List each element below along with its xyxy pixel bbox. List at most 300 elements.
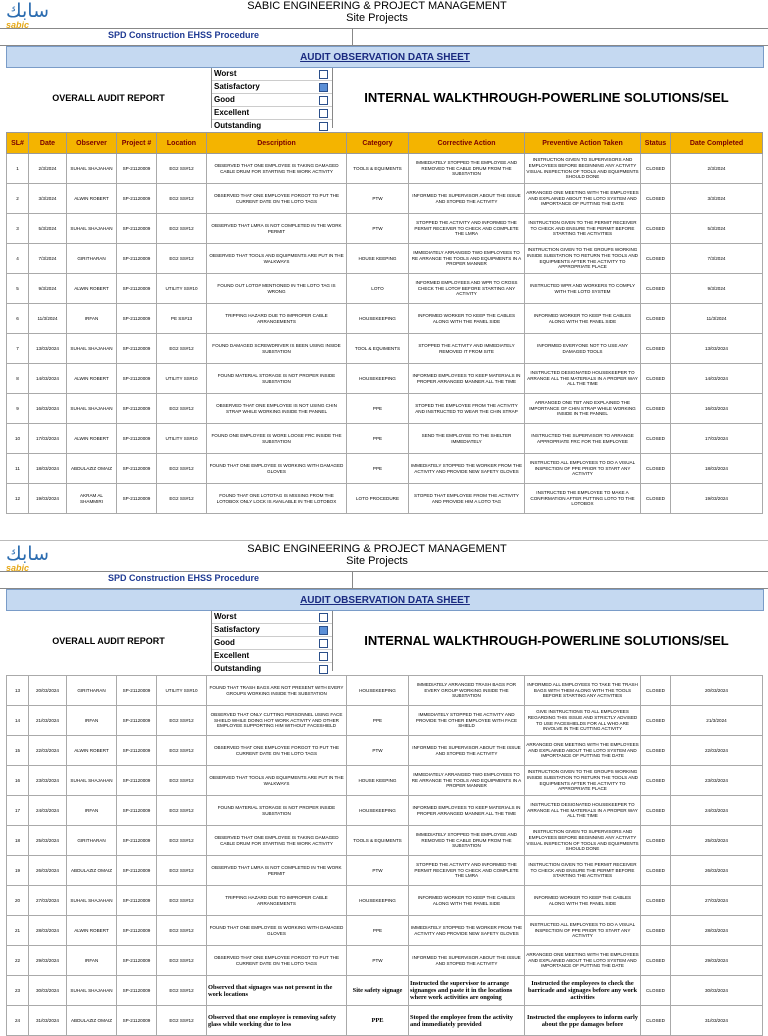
table-cell-corrective-action: INFORMED THE SUPERVISOR ABOUT THE ISSUE AND STOPED THE ACTIVITY <box>409 736 525 766</box>
table-cell-observer: SUHAIL SHAJAHAN <box>67 154 117 184</box>
table-cell-date: 23/03/2024 <box>29 766 67 796</box>
table-cell-corrective-action: INFORMED THE SUPERVISOR ABOUT THE ISSUE AND STOPED THE ACTIVITY <box>409 946 525 976</box>
table-cell-category: LOTO <box>347 274 409 304</box>
table-cell-project: SP-21120009 <box>117 484 157 514</box>
table-cell-preventive-action-taken: ARRANGED ONE MEETING WITH THE EMPLOYEES AND EXPLAINED ABOUT THE LOTO SYSTEM AND IMPORTANCE OF PUTTING THE DATE <box>525 184 641 214</box>
table-cell-description: OBSERVED THAT ONE EMPLOYEE IS TAKING DAMAGED CABLE DRUM FOR STARTING THE WORK ACTIVITY <box>207 826 347 856</box>
logo-arabic: سابك <box>6 543 50 565</box>
rating-list <box>211 68 333 128</box>
company-heading <box>200 0 554 24</box>
table-cell-category: TOOLS & EQUIMENTS <box>347 154 409 184</box>
table-cell-project: SP-21120009 <box>117 766 157 796</box>
page-separator <box>0 540 768 541</box>
table-cell-location: EG2 SS#12 <box>157 484 207 514</box>
table-cell-status: CLOSED <box>641 334 671 364</box>
procedure-row <box>0 571 768 589</box>
table-row <box>7 676 763 706</box>
table-cell-preventive-action-taken: INFORMED ALL EMPLOYEES TO TAKE THE TRASH BAGS WITH THEM ALONG WITH THE TOOLS BEFORE STARTING ANY ACTIVITIES <box>525 676 641 706</box>
table-cell-preventive-action-taken: INSTRUCTED WPR AND WORKERS TO COMPLY WITH THE LOTO SYSTEM <box>525 274 641 304</box>
table-cell-sl: 8 <box>7 364 29 394</box>
table-cell-description: FOUND MATERIAL STORAGE IS NOT PROPER INSIDE SUBSTATION <box>207 364 347 394</box>
table-header-row <box>7 133 763 154</box>
table-row <box>7 244 763 274</box>
rating-checkbox[interactable] <box>319 639 328 648</box>
sabic-logo <box>6 545 56 573</box>
table-cell-date-completed: 28/03/2024 <box>671 916 763 946</box>
table-cell-date-completed: 30/03/2024 <box>671 976 763 1006</box>
table-cell-location: PE SS#13 <box>157 304 207 334</box>
table-cell-project: SP-21120009 <box>117 304 157 334</box>
table-cell-preventive-action-taken: INSTRUCTED DESIGNATED HOUSEKEEPER TO ARRANGE ALL THE MATERIALS IN A PROPER WAY ALL THE TIME <box>525 796 641 826</box>
table-cell-observer: SUHAIL SHAJAHAN <box>67 766 117 796</box>
sheet-header <box>0 0 768 46</box>
table-cell-location: EG2 SS#12 <box>157 766 207 796</box>
table-cell-location: EG2 SS#12 <box>157 244 207 274</box>
table-cell-preventive-action-taken: INSTRUCTED ALL EMPLOYEES TO DO A VISUAL INSPECTION OF PPE PRIOR TO START ANY ACTIVITY <box>525 916 641 946</box>
rating-checkbox[interactable] <box>319 83 328 92</box>
column-header: Location <box>157 133 207 154</box>
sheet-title-bar <box>6 46 764 68</box>
table-cell-corrective-action: INFORMED EMPLOYEES AND WPR TO CROSS CHECK THE LOTO# BEFORE STARTING ANY ACTIVITY <box>409 274 525 304</box>
table-cell-status: CLOSED <box>641 214 671 244</box>
table-cell-observer: ALWIN ROBERT <box>67 274 117 304</box>
table-cell-observer: IRFAN <box>67 796 117 826</box>
column-header: Status <box>641 133 671 154</box>
table-cell-observer: IRFAN <box>67 706 117 736</box>
table-cell-status: CLOSED <box>641 484 671 514</box>
rating-label: Worst <box>214 612 237 621</box>
table-cell-sl: 11 <box>7 454 29 484</box>
column-header: Project # <box>117 133 157 154</box>
table-cell-date: 22/03/2024 <box>29 736 67 766</box>
table-cell-date-completed: 24/03/2024 <box>671 796 763 826</box>
table-cell-status: CLOSED <box>641 826 671 856</box>
table-cell-status: CLOSED <box>641 274 671 304</box>
company-name: SABIC ENGINEERING & PROJECT MANAGEMENT <box>247 0 507 12</box>
rating-checkbox[interactable] <box>319 652 328 661</box>
table-cell-location: EG2 SS#12 <box>157 916 207 946</box>
table-cell-corrective-action: Stoped the employee from the activity and immediately provided <box>409 1006 525 1036</box>
table-cell-project: SP-21120009 <box>117 364 157 394</box>
overall-audit-report-label: OVERALL AUDIT REPORT <box>52 636 165 646</box>
table-cell-category: PPE <box>347 424 409 454</box>
rating-list <box>211 611 333 671</box>
audit-report-block <box>6 68 762 128</box>
overall-audit-report-label: OVERALL AUDIT REPORT <box>52 93 165 103</box>
table-row <box>7 826 763 856</box>
table-row <box>7 184 763 214</box>
table-cell-preventive-action-taken: INSTRUCTION GIVEN TO THE PERMIT RECEIVER TO CHECK AND ENSURE THE PERMIT BEFORE STARTING THE ACTIVITIES <box>525 856 641 886</box>
table-cell-date-completed: 19/03/2024 <box>671 484 763 514</box>
table-cell-date-completed: 17/03/2024 <box>671 424 763 454</box>
logo-latin: sabic <box>6 563 30 573</box>
table-cell-project: SP-21120009 <box>117 394 157 424</box>
rating-good <box>212 94 332 107</box>
table-cell-preventive-action-taken: INSTRUCTED THE SUPERVISOR TO ARRANGE APPROPRIATE FRC FOR THE EMPLOYEE <box>525 424 641 454</box>
table-cell-project: SP-21120009 <box>117 676 157 706</box>
table-cell-category: PPE <box>347 706 409 736</box>
table-cell-project: SP-21120009 <box>117 826 157 856</box>
table-cell-observer: ALWIN ROBERT <box>67 736 117 766</box>
procedure-row <box>0 28 768 46</box>
table-cell-description: OBSERVED THAT ONLY CUTTING PERSONNEL USING FACE SHIELD WHILE DOING HOT WORK ACTIVITY AND OTHER EMPLOYEE SUPPORTING HIM WITHOUT FACESHIELD <box>207 706 347 736</box>
table-cell-preventive-action-taken: INSTRUCTION GIVEN TO THE GROUPS WORKING INSIDE SUBSTATION TO RETURN THE TOOLS AND EQUIPMENTS AFTER THE ACTIVITY TO APPROPRIATE PLACE <box>525 766 641 796</box>
table-cell-corrective-action: STOPED THE EMPLOYEE FROM THE ACTIVITY AND INSTRUCTED TO WEAR THE CHIN STRAP <box>409 394 525 424</box>
table-row <box>7 946 763 976</box>
table-cell-project: SP-21120009 <box>117 184 157 214</box>
table-cell-date-completed: 5/3/2024 <box>671 214 763 244</box>
table-cell-date-completed: 25/03/2024 <box>671 826 763 856</box>
table-cell-sl: 22 <box>7 946 29 976</box>
table-cell-observer: ALWIN ROBERT <box>67 364 117 394</box>
rating-satisfactory <box>212 81 332 94</box>
table-row <box>7 856 763 886</box>
table-cell-project: SP-21120009 <box>117 886 157 916</box>
site-name: Site Projects <box>346 555 408 567</box>
table-cell-status: CLOSED <box>641 916 671 946</box>
table-cell-observer: ALWIN ROBERT <box>67 184 117 214</box>
table-cell-preventive-action-taken: Instructed the employees to check the barricade and signages before any work activities <box>525 976 641 1006</box>
table-cell-location: EG2 SS#12 <box>157 184 207 214</box>
company-name: SABIC ENGINEERING & PROJECT MANAGEMENT <box>247 543 507 555</box>
table-cell-location: EG2 SS#12 <box>157 826 207 856</box>
table-cell-date: 31/03/2024 <box>29 1006 67 1036</box>
table-cell-status: CLOSED <box>641 154 671 184</box>
table-row <box>7 736 763 766</box>
rating-checkbox[interactable] <box>319 96 328 105</box>
table-cell-date: 2/3/2024 <box>29 154 67 184</box>
table-cell-date-completed: 9/3/2024 <box>671 274 763 304</box>
column-header: Preventive Action Taken <box>525 133 641 154</box>
table-cell-location: EG2 SS#12 <box>157 394 207 424</box>
table-cell-corrective-action: IMMEDIATELY STOPPED THE ACTIVITY AND PROVIDE THE OTHER EMPLOYEE WITH FACE SHIELD <box>409 706 525 736</box>
table-cell-status: CLOSED <box>641 886 671 916</box>
table-cell-status: CLOSED <box>641 424 671 454</box>
table-cell-corrective-action: STOPPED THE ACTIVITY AND INFORMED THE PERMIT RECEIVER TO CHECK AND COMPLETE THE LMRA <box>409 214 525 244</box>
table-cell-preventive-action-taken: Instructed the employees to inform early about the ppe damages before <box>525 1006 641 1036</box>
table-cell-sl: 23 <box>7 976 29 1006</box>
table-cell-corrective-action: IMMEDIATELY STOPPED THE EMPLOYEE AND REMOVED THE CABLE DRUM FROM THE SUBSTATION <box>409 154 525 184</box>
table-cell-sl: 4 <box>7 244 29 274</box>
table-cell-sl: 2 <box>7 184 29 214</box>
table-cell-project: SP-21120009 <box>117 1006 157 1036</box>
table-cell-location: EG2 SS#12 <box>157 706 207 736</box>
table-row <box>7 1006 763 1036</box>
rating-worst <box>212 611 332 624</box>
table-cell-category: PPE <box>347 916 409 946</box>
table-cell-status: CLOSED <box>641 856 671 886</box>
rating-checkbox[interactable] <box>319 109 328 118</box>
table-cell-category: PPE <box>347 454 409 484</box>
table-cell-project: SP-21120009 <box>117 214 157 244</box>
table-row <box>7 154 763 184</box>
table-cell-date: 14/03/2024 <box>29 364 67 394</box>
table-cell-description: OBSERVED THAT LMRA IS NOT COMPLETED IN THE WORK PERMIT <box>207 214 347 244</box>
table-cell-date: 29/03/2024 <box>29 946 67 976</box>
rating-checkbox[interactable] <box>319 122 328 131</box>
table-cell-date: 9/3/2024 <box>29 274 67 304</box>
table-cell-project: SP-21120009 <box>117 454 157 484</box>
table-cell-location: EG2 SS#12 <box>157 1006 207 1036</box>
table-cell-location: EG2 SS#12 <box>157 154 207 184</box>
column-header: Observer <box>67 133 117 154</box>
table-cell-sl: 3 <box>7 214 29 244</box>
table-cell-description: FOUND ONE EMPLOYEE IS WORE LOOSE FRC INSIDE THE SUBSTATION <box>207 424 347 454</box>
table-row <box>7 706 763 736</box>
table-cell-location: EG2 SS#12 <box>157 454 207 484</box>
rating-label: Good <box>214 638 235 647</box>
table-cell-description: OBSERVED THAT ONE EMPLOYEE IS TAKING DAMAGED CABLE DRUM FOR STARTING THE WORK ACTIVITY <box>207 154 347 184</box>
table-cell-category: PPE <box>347 394 409 424</box>
table-cell-date-completed: 14/03/2024 <box>671 364 763 394</box>
table-cell-sl: 24 <box>7 1006 29 1036</box>
table-cell-category: PTW <box>347 214 409 244</box>
table-cell-sl: 14 <box>7 706 29 736</box>
table-cell-preventive-action-taken: GIVE INSTRUCTIONS TO ALL EMPLOYEES REGARDING THIS ISSUE AND STRICTLY ADVISED TO USE FACESHIELDS FOR ALL WHO ARE INVOLVE IN THE CUTTING ACTIVITY <box>525 706 641 736</box>
table-cell-description: OBSERVED THAT LMRA IS NOT COMPLETED IN THE WORK PERMIT <box>207 856 347 886</box>
rating-worst <box>212 68 332 81</box>
table-cell-corrective-action: STOPPED THE ACTIVITY AND IMMEDIATELY REMOVED IT FROM SITE <box>409 334 525 364</box>
table-cell-corrective-action: SEND THE EMPLOYEE TO THE SHELTER IMMEDIATELY <box>409 424 525 454</box>
table-cell-date: 7/3/2024 <box>29 244 67 274</box>
table-row <box>7 274 763 304</box>
table-cell-observer: SUHAIL SHAJAHAN <box>67 214 117 244</box>
table-cell-preventive-action-taken: INSTRUCTED ALL EMPLOYEES TO DO A VISUAL INSPECTION OF PPE PRIOR TO START ANY ACTIVITY <box>525 454 641 484</box>
table-cell-preventive-action-taken: INSTRUCTION GIVEN TO SUPERVISORS AND EMPLOYEES BEFORE BEGINNING ANY ACTIVITY VISUAL INSPECTION OF TOOLS AND EQUIPMENTS SHOULD DONE <box>525 154 641 184</box>
table-cell-sl: 5 <box>7 274 29 304</box>
sheet-title-bar <box>6 589 764 611</box>
table-cell-location: EG2 SS#12 <box>157 946 207 976</box>
table-cell-status: CLOSED <box>641 454 671 484</box>
table-cell-observer: SUHAIL SHAJAHAN <box>67 334 117 364</box>
table-cell-corrective-action: STOPED THAT EMPLOYEE FROM THE ACTIVITY AND PROVIDE HIM A LOTO TAG <box>409 484 525 514</box>
table-cell-preventive-action-taken: INFORMED WORKER TO KEEP THE CABLES ALONG WITH THE PANEL SIDE <box>525 304 641 334</box>
table-cell-date-completed: 18/03/2024 <box>671 454 763 484</box>
table-row <box>7 424 763 454</box>
table-cell-location: UTILITY SS#10 <box>157 364 207 394</box>
column-header: Category <box>347 133 409 154</box>
table-cell-observer: ALWIN ROBERT <box>67 424 117 454</box>
table-cell-corrective-action: INFORMED WORKER TO KEEP THE CABLES ALONG WITH THE PANEL SIDE <box>409 886 525 916</box>
table-cell-preventive-action-taken: INSTRUCTION GIVEN TO THE GROUPS WORKING INSIDE SUBSTATION TO RETURN THE TOOLS AND EQUIPMENTS AFTER THE ACTIVITY TO APPROPRIATE PLACE <box>525 244 641 274</box>
table-cell-category: HOUSEKEEPING <box>347 304 409 334</box>
procedure-divider <box>352 29 353 45</box>
table-row <box>7 364 763 394</box>
table-cell-description: OBSERVED THAT ONE EMPLOYEE IS NOT USING CHIN STRAP WHILE WORKING INSIDE THE PANNEL <box>207 394 347 424</box>
table-row <box>7 304 763 334</box>
table-cell-observer: IRFAN <box>67 946 117 976</box>
table-cell-date-completed: 20/03/2024 <box>671 676 763 706</box>
table-cell-sl: 21 <box>7 916 29 946</box>
table-cell-description: FOUND THAT ONE EMPLOYEE IS WORKING WITH DAMAGED GLOVES <box>207 916 347 946</box>
audit-sheet-page-1 <box>0 0 768 507</box>
table-cell-corrective-action: IMMEDIATELY ARRANGED TRASH BAGS FOR EVERY GROUP WORKING INSIDE THE SUBSTATION <box>409 676 525 706</box>
table-cell-status: CLOSED <box>641 394 671 424</box>
procedure-label: SPD Construction EHSS Procedure <box>108 573 260 583</box>
table-cell-category: Site safety signage <box>347 976 409 1006</box>
table-cell-observer: ABDULAZIZ OMAIZ <box>67 856 117 886</box>
table-cell-sl: 9 <box>7 394 29 424</box>
table-cell-description: TRIPPING HAZARD DUE TO IMPROPER CABLE ARRANGEMENTS <box>207 886 347 916</box>
table-cell-date: 11/3/2024 <box>29 304 67 334</box>
table-cell-description: FOUND THAT ONE EMPLOYEE IS WORKING WITH DAMAGED GLOVES <box>207 454 347 484</box>
table-cell-date: 26/03/2024 <box>29 856 67 886</box>
table-cell-date: 16/03/2024 <box>29 394 67 424</box>
table-cell-category: HOUSEKEEPING <box>347 676 409 706</box>
table-cell-date-completed: 22/03/2024 <box>671 736 763 766</box>
table-cell-date-completed: 29/03/2024 <box>671 946 763 976</box>
table-cell-description: TRIPPING HAZARD DUE TO IMPROPER CABLE ARRANGEMENTS <box>207 304 347 334</box>
table-row <box>7 916 763 946</box>
table-cell-location: EG2 SS#12 <box>157 976 207 1006</box>
table-cell-observer: SUHAIL SHAJAHAN <box>67 976 117 1006</box>
table-cell-date-completed: 26/03/2024 <box>671 856 763 886</box>
rating-checkbox[interactable] <box>319 665 328 674</box>
sheet-title: AUDIT OBSERVATION DATA SHEET <box>300 52 470 63</box>
table-cell-corrective-action: INFORMED THE SUPERVISOR ABOUT THE ISSUE AND STOPED THE ACTIVITY <box>409 184 525 214</box>
table-cell-sl: 17 <box>7 796 29 826</box>
table-cell-project: SP-21120009 <box>117 976 157 1006</box>
table-cell-corrective-action: IMMEDIATELY ARRANGED TWO EMPLOYEES TO RE ARRANGE THE TOOLS AND EQUIPMENTS IN A PROPER MANNER <box>409 244 525 274</box>
table-cell-date: 18/03/2024 <box>29 454 67 484</box>
table-cell-project: SP-21120009 <box>117 916 157 946</box>
table-cell-status: CLOSED <box>641 796 671 826</box>
table-cell-sl: 6 <box>7 304 29 334</box>
rating-good <box>212 637 332 650</box>
table-cell-observer: ABDULAZIZ OMAIZ <box>67 454 117 484</box>
table-cell-status: CLOSED <box>641 706 671 736</box>
table-cell-date: 19/03/2024 <box>29 484 67 514</box>
table-cell-sl: 18 <box>7 826 29 856</box>
table-cell-category: HOUSE KEEPING <box>347 244 409 274</box>
table-cell-observer: AKRAM AL SHAMMIRI <box>67 484 117 514</box>
table-cell-description: Observed that signages was not present in the work locations <box>207 976 347 1006</box>
table-cell-date-completed: 11/3/2024 <box>671 304 763 334</box>
walkthrough-title: INTERNAL WALKTHROUGH-POWERLINE SOLUTIONS/SEL <box>364 90 729 105</box>
table-cell-category: PPE <box>347 1006 409 1036</box>
table-cell-observer: GIRITHARAN <box>67 244 117 274</box>
table-cell-corrective-action: INFORMED EMPLOYEES TO KEEP MATERIALS IN PROPER ARRANGED MANNER ALL THE TIME <box>409 364 525 394</box>
table-cell-description: OBSERVED THAT TOOLS AND EQUIPMENTS ARE PUT IN THE WALKWAYS <box>207 766 347 796</box>
table-cell-category: PTW <box>347 946 409 976</box>
table-cell-observer: SUHAIL SHAJAHAN <box>67 886 117 916</box>
table-cell-preventive-action-taken: INSTRUCTED DESIGNATED HOUSEKEEPER TO ARRANGE ALL THE MATERIALS IN A PROPER WAY ALL THE TIME <box>525 364 641 394</box>
table-cell-description: Observed that one employee is removing safety glass while working due to less <box>207 1006 347 1036</box>
table-cell-observer: GIRITHARAN <box>67 676 117 706</box>
audit-sheet-page-2 <box>0 543 768 1028</box>
table-cell-preventive-action-taken: INFORMED WORKER TO KEEP THE CABLES ALONG WITH THE PANEL SIDE <box>525 886 641 916</box>
table-cell-category: TOOLS & EQUIMENTS <box>347 826 409 856</box>
table-row <box>7 766 763 796</box>
table-row <box>7 484 763 514</box>
sabic-logo <box>6 2 56 30</box>
rating-checkbox[interactable] <box>319 613 328 622</box>
table-cell-project: SP-21120009 <box>117 796 157 826</box>
observation-table <box>6 132 763 514</box>
table-cell-description: FOUND OUT LOTO# MENTIONED IN THE LOTO TAG IS WRONG <box>207 274 347 304</box>
table-cell-date-completed: 27/03/2024 <box>671 886 763 916</box>
table-cell-preventive-action-taken: INFORMED EVERYONE NOT TO USE ANY DAMAGED TOOLS <box>525 334 641 364</box>
table-cell-sl: 12 <box>7 484 29 514</box>
column-header: Description <box>207 133 347 154</box>
table-cell-observer: ABDULAZIZ OMAIZ <box>67 1006 117 1036</box>
table-cell-status: CLOSED <box>641 736 671 766</box>
site-name: Site Projects <box>346 12 408 24</box>
table-cell-sl: 7 <box>7 334 29 364</box>
table-cell-location: UTILITY SS#10 <box>157 424 207 454</box>
table-cell-preventive-action-taken: ARRANGED ONE MEETING WITH THE EMPLOYEES AND EXPLAINED ABOUT THE LOTO SYSTEM AND IMPORTANCE OF PUTTING THE DATE <box>525 946 641 976</box>
table-cell-preventive-action-taken: INSTRUCTED THE EMPLOYEE TO MAKE A CONFIRMATION AFTER PUTTING LOTO TO THE LOTOBOX <box>525 484 641 514</box>
table-cell-date-completed: 31/03/2024 <box>671 1006 763 1036</box>
table-cell-sl: 10 <box>7 424 29 454</box>
table-cell-location: UTILITY SS#10 <box>157 676 207 706</box>
table-cell-corrective-action: IMMEDIATELY STOPPED THE WORKER FROM THE ACTIVITY AND PROVIDE NEW SAFETY GLOVES <box>409 916 525 946</box>
observation-table <box>6 675 763 1036</box>
table-cell-date: 27/03/2024 <box>29 886 67 916</box>
rating-checkbox[interactable] <box>319 626 328 635</box>
table-cell-corrective-action: IMMEDIATELY STOPPED THE EMPLOYEE AND REMOVED THE CABLE DRUM FROM THE SUBSTATION <box>409 826 525 856</box>
table-row <box>7 394 763 424</box>
table-cell-category: PTW <box>347 856 409 886</box>
rating-excellent <box>212 650 332 663</box>
table-cell-category: LOTO PROCEDURE <box>347 484 409 514</box>
table-cell-corrective-action: STOPPED THE ACTIVITY AND INFORMED THE PERMIT RECEIVER TO CHECK AND COMPLETE THE LMRA <box>409 856 525 886</box>
table-cell-observer: SUHAIL SHAJAHAN <box>67 394 117 424</box>
table-cell-description: OBSERVED THAT ONE EMPLOYEE FORGOT TO PUT THE CURRENT DATE ON THE LOTO TAGS <box>207 736 347 766</box>
table-cell-preventive-action-taken: ARRANGED ONE MEETING WITH THE EMPLOYEES AND EXPLAINED ABOUT THE LOTO SYSTEM AND IMPORTANCE OF PUTTING THE DATE <box>525 736 641 766</box>
table-cell-project: SP-21120009 <box>117 946 157 976</box>
table-cell-status: CLOSED <box>641 976 671 1006</box>
table-cell-status: CLOSED <box>641 766 671 796</box>
audit-report-block <box>6 611 762 671</box>
rating-label: Excellent <box>214 108 250 117</box>
table-cell-date: 21/03/2024 <box>29 706 67 736</box>
rating-label: Outstanding <box>214 664 262 673</box>
table-cell-project: SP-21120009 <box>117 856 157 886</box>
rating-checkbox[interactable] <box>319 70 328 79</box>
table-cell-date: 20/03/2024 <box>29 676 67 706</box>
table-cell-project: SP-21120009 <box>117 736 157 766</box>
table-cell-category: HOUSEKEEPING <box>347 796 409 826</box>
column-header: SL# <box>7 133 29 154</box>
table-cell-project: SP-21120009 <box>117 274 157 304</box>
table-cell-description: OBSERVED THAT ONE EMPLOYEE FORGOT TO PUT THE CURRENT DATE ON THE LOTO TAGS <box>207 184 347 214</box>
table-cell-date: 28/03/2024 <box>29 916 67 946</box>
sheet-header <box>0 543 768 589</box>
table-cell-date: 30/03/2024 <box>29 976 67 1006</box>
table-cell-corrective-action: INFORMED WORKER TO KEEP THE CABLES ALONG WITH THE PANEL SIDE <box>409 304 525 334</box>
table-cell-date-completed: 2/3/2024 <box>671 154 763 184</box>
table-row <box>7 976 763 1006</box>
table-cell-category: PTW <box>347 736 409 766</box>
sheet-title: AUDIT OBSERVATION DATA SHEET <box>300 595 470 606</box>
table-cell-preventive-action-taken: ARRANGED ONE TBT AND EXPLAINED THE IMPORTANCE OF CHIN STRAP WHILE WORKING INSIDE IN THE PANNEL <box>525 394 641 424</box>
table-cell-status: CLOSED <box>641 244 671 274</box>
table-cell-observer: ALWIN ROBERT <box>67 916 117 946</box>
table-cell-observer: IRFAN <box>67 304 117 334</box>
column-header: Corrective Action <box>409 133 525 154</box>
table-cell-status: CLOSED <box>641 676 671 706</box>
company-heading <box>200 543 554 567</box>
table-cell-location: EG2 SS#12 <box>157 796 207 826</box>
table-cell-observer: GIRITHARAN <box>67 826 117 856</box>
rating-satisfactory <box>212 624 332 637</box>
table-cell-project: SP-21120009 <box>117 334 157 364</box>
walkthrough-title: INTERNAL WALKTHROUGH-POWERLINE SOLUTIONS/SEL <box>364 633 729 648</box>
table-cell-description: FOUND DAMAGED SCREWDRIVER IS BEEN USING INSIDE SUBSTATION <box>207 334 347 364</box>
table-cell-date: 24/03/2024 <box>29 796 67 826</box>
procedure-divider <box>352 572 353 588</box>
